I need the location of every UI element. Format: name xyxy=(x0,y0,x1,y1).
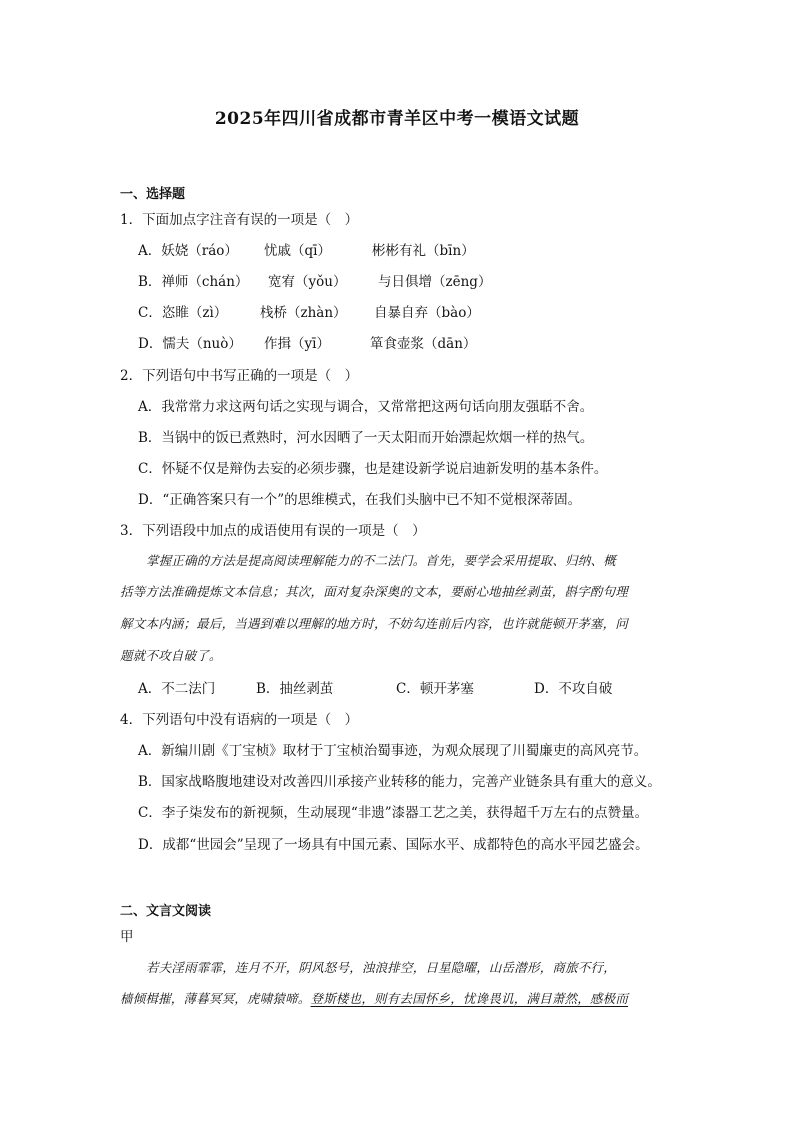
classical-passage-line: 樯倾楫摧，薄暮冥冥，虎啸猿啼。登斯楼也，则有去国怀乡，忧谗畏讥，满目萧然，感极而 xyxy=(120,991,629,1006)
question-3-option-b: B．抽丝剥茧 xyxy=(256,681,334,697)
classical-passage-line: 若夫淫雨霏霏，连月不开，阴风怒号，浊浪排空，日星隐曜，山岳潜形，商旅不行， xyxy=(146,960,616,975)
question-3-option-a: A．不二法门 xyxy=(138,681,216,697)
question-2-option-c: C．怀疑不仅是辩伪去妄的必须步骤，也是建设新学说启迪新发明的基本条件。 xyxy=(138,461,608,477)
page-title: 2025年四川省成都市青羊区中考一模语文试题 xyxy=(214,109,580,129)
question-2-option-d: D．“正确答案只有一个”的思维模式，在我们头脑中已不知不觉根深蒂固。 xyxy=(138,492,582,508)
question-1-option-b: B．禅师（chán） 宽宥（yǒu） 与日俱增（zēng） xyxy=(138,274,492,290)
underlined-sentence: 登斯楼也，则有去国怀乡，忧谗畏讥，满目萧然，感极而 xyxy=(310,991,629,1006)
question-1-option-d: D．懦夫（nuò） 作揖（yī） 箪食壶浆（dān） xyxy=(138,336,477,352)
question-3-option-c: C．顿开茅塞 xyxy=(396,681,474,697)
section-heading-choice: 一、选择题 xyxy=(120,187,186,202)
question-1-option-a: A．妖娆（ráo） 忧戚（qī） 彬彬有礼（bīn） xyxy=(138,243,475,259)
question-4-option-a: A．新编川剧《丁宝桢》取材于丁宝桢治蜀事迹，为观众展现了川蜀廉吏的高风亮节。 xyxy=(138,743,648,759)
question-1-option-c: C．恣睢（zì） 栈桥（zhàn） 自暴自弃（bào） xyxy=(138,305,480,321)
question-4-option-c: C．李子柒发布的新视频，生动展现“非遗”漆器工艺之美，获得超千万左右的点赞量。 xyxy=(138,805,649,821)
question-3-option-d: D．不攻自破 xyxy=(534,681,613,697)
question-4-stem: 4．下列语句中没有语病的一项是（ ） xyxy=(120,712,359,728)
question-2-stem: 2．下列语句中书写正确的一项是（ ） xyxy=(120,368,359,384)
question-3-passage-line: 题就不攻自破了。 xyxy=(120,648,222,663)
question-3-passage-line: 解文本内涵；最后，当遇到难以理解的地方时，不妨勾连前后内容，也许就能顿开茅塞，问 xyxy=(120,616,629,631)
question-4-option-d: D．成都“世园会”呈现了一场具有中国元素、国际水平、成都特色的高水平园艺盛会。 xyxy=(138,837,649,853)
section-heading-classical: 二、文言文阅读 xyxy=(120,904,212,919)
question-2-option-a: A．我常常力求这两句话之实现与调合，又常常把这两句话向朋友强聒不舍。 xyxy=(138,399,594,415)
question-3-stem: 3．下列语段中加点的成语使用有误的一项是（ ） xyxy=(120,523,426,539)
question-4-option-b: B．国家战略腹地建设对改善四川承接产业转移的能力，完善产业链条具有重大的意义。 xyxy=(138,774,661,790)
question-1-stem: 1．下面加点字注音有误的一项是（ ） xyxy=(120,212,359,228)
passage-label-jia: 甲 xyxy=(120,929,134,945)
question-3-options xyxy=(138,677,612,697)
question-2-option-b: B．当锅中的饭已煮熟时，河水因晒了一天太阳而开始漂起炊烟一样的热气。 xyxy=(138,430,594,446)
question-3-passage-line: 括等方法准确提炼文本信息；其次，面对复杂深奥的文本，要耐心地抽丝剥茧，斟字酌句理 xyxy=(120,584,629,599)
question-3-passage-line: 掌握正确的方法是提高阅读理解能力的不二法门。首先，要学会采用提取、归纳、概 xyxy=(146,553,616,568)
